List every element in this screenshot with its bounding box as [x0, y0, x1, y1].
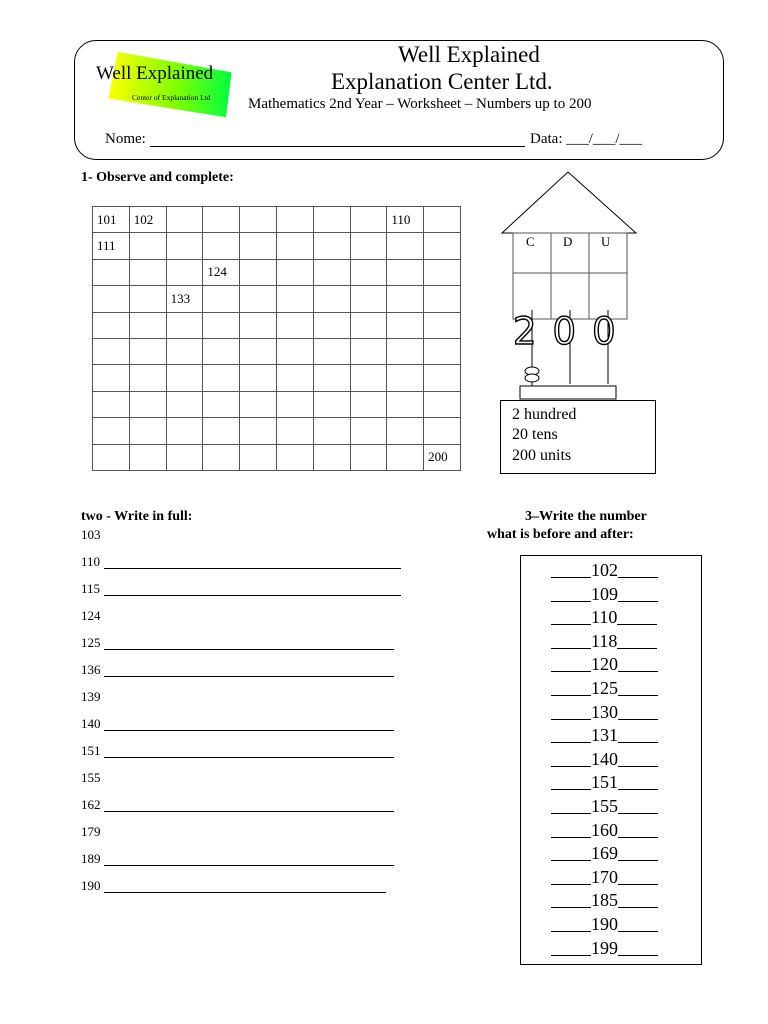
before-answer-blank[interactable]	[551, 601, 591, 602]
before-answer-blank[interactable]	[551, 671, 591, 672]
grid-cell-blank[interactable]	[387, 312, 424, 338]
grid-cell-blank[interactable]	[350, 233, 387, 259]
before-after-row	[551, 678, 658, 699]
grid-cell-blank[interactable]	[203, 391, 240, 417]
before-after-row	[551, 938, 658, 959]
grid-cell-blank[interactable]	[129, 338, 166, 364]
grid-cell-blank[interactable]	[240, 233, 277, 259]
before-after-number: 102	[591, 560, 618, 580]
grid-cell-blank[interactable]	[93, 259, 130, 285]
after-answer-blank[interactable]	[618, 601, 658, 602]
before-after-number: 190	[591, 914, 618, 934]
write-in-full-answer-line[interactable]	[104, 676, 394, 677]
before-answer-blank[interactable]	[551, 742, 591, 743]
write-in-full-number: 103	[81, 527, 101, 542]
before-after-number: 170	[591, 866, 618, 887]
grid-cell-blank[interactable]	[313, 207, 350, 233]
write-in-full-answer-line[interactable]	[104, 757, 394, 758]
grid-cell-blank[interactable]	[350, 391, 387, 417]
grid-cell-blank[interactable]	[93, 391, 130, 417]
grid-row	[93, 207, 461, 233]
before-answer-blank[interactable]	[551, 766, 591, 767]
grid-cell-blank[interactable]	[313, 338, 350, 364]
grid-cell-blank[interactable]	[424, 233, 461, 259]
before-answer-blank[interactable]	[551, 695, 591, 696]
write-in-full-answer-line[interactable]	[104, 865, 394, 866]
before-answer-blank[interactable]	[551, 648, 591, 649]
grid-row	[93, 338, 461, 364]
before-answer-blank[interactable]	[551, 907, 591, 908]
before-after-box	[520, 555, 702, 965]
before-after-number: 110	[591, 607, 618, 628]
grid-cell-blank[interactable]	[424, 259, 461, 285]
grid-cell-blank[interactable]	[350, 286, 387, 312]
write-in-full-answer-line[interactable]	[104, 649, 394, 650]
write-in-full-answer-line[interactable]	[104, 811, 394, 812]
write-in-full-answer-line[interactable]	[104, 892, 386, 893]
before-after-number: 160	[591, 819, 618, 840]
after-answer-blank[interactable]	[618, 577, 658, 578]
grid-cell-blank[interactable]	[276, 259, 313, 285]
grid-cell-number: 101	[93, 207, 130, 233]
write-in-full-number: 162	[81, 797, 101, 812]
number-grid	[92, 206, 461, 471]
before-after-row	[551, 820, 658, 841]
grid-cell-blank[interactable]	[203, 418, 240, 444]
grid-cell-blank[interactable]	[166, 312, 203, 338]
grid-cell-blank[interactable]	[276, 233, 313, 259]
info-tens: 20 tens	[512, 426, 558, 443]
grid-cell-blank[interactable]	[350, 444, 387, 470]
company-name: Well Explained	[398, 42, 540, 67]
write-in-full-answer-line[interactable]	[104, 730, 394, 731]
grid-cell-number: 102	[129, 207, 166, 233]
grid-cell-blank[interactable]	[350, 312, 387, 338]
after-answer-blank[interactable]	[618, 860, 658, 861]
house-label-c: C	[526, 234, 535, 249]
before-after-row	[551, 654, 658, 675]
date-field[interactable]: Data: ___/___/___	[530, 131, 643, 147]
write-in-full-number: 155	[81, 770, 101, 785]
logo-text: Well Explained	[96, 63, 214, 84]
write-in-full-answer-line[interactable]	[104, 595, 401, 596]
grid-cell-blank[interactable]	[313, 418, 350, 444]
before-after-row	[551, 584, 658, 605]
grid-cell-blank[interactable]	[276, 391, 313, 417]
grid-cell-blank[interactable]	[424, 207, 461, 233]
write-in-full-number: 115	[81, 581, 101, 596]
grid-cell-blank[interactable]	[166, 207, 203, 233]
write-in-full-number: 140	[81, 716, 101, 731]
before-after-row	[551, 607, 657, 628]
grid-cell-blank[interactable]	[129, 391, 166, 417]
before-after-number: 155	[591, 796, 618, 816]
grid-cell-blank[interactable]	[350, 207, 387, 233]
before-after-row	[551, 796, 658, 817]
grid-row	[93, 259, 461, 285]
section3-title: 3–Write the number	[525, 509, 647, 524]
grid-cell-blank[interactable]	[313, 444, 350, 470]
grid-cell-blank[interactable]	[387, 259, 424, 285]
after-answer-blank[interactable]	[618, 837, 658, 838]
grid-cell-blank[interactable]	[387, 444, 424, 470]
grid-cell-number: 200	[424, 444, 461, 470]
grid-cell-blank[interactable]	[166, 233, 203, 259]
grid-cell-blank[interactable]	[129, 233, 166, 259]
grid-cell-blank[interactable]	[313, 233, 350, 259]
grid-cell-blank[interactable]	[93, 312, 130, 338]
grid-cell-blank[interactable]	[93, 418, 130, 444]
grid-cell-blank[interactable]	[387, 286, 424, 312]
grid-cell-number: 111	[93, 233, 130, 259]
grid-row	[93, 312, 461, 338]
before-answer-blank[interactable]	[551, 813, 591, 814]
grid-cell-blank[interactable]	[387, 365, 424, 391]
grid-cell-blank[interactable]	[387, 338, 424, 364]
after-answer-blank[interactable]	[618, 884, 658, 885]
grid-cell-blank[interactable]	[276, 312, 313, 338]
before-answer-blank[interactable]	[551, 884, 591, 885]
grid-cell-blank[interactable]	[129, 418, 166, 444]
after-answer-blank[interactable]	[618, 742, 658, 743]
grid-cell-blank[interactable]	[129, 312, 166, 338]
before-answer-blank[interactable]	[551, 837, 591, 838]
write-in-full-number: 125	[81, 635, 101, 650]
before-after-number: 118	[591, 630, 618, 651]
before-after-row	[551, 867, 658, 888]
before-answer-blank[interactable]	[551, 860, 591, 861]
grid-cell-blank[interactable]	[313, 259, 350, 285]
grid-cell-blank[interactable]	[276, 418, 313, 444]
before-after-row	[551, 772, 658, 793]
grid-cell-blank[interactable]	[424, 365, 461, 391]
grid-cell-blank[interactable]	[276, 286, 313, 312]
before-after-number: 120	[591, 654, 618, 675]
grid-row	[93, 286, 461, 312]
grid-cell-blank[interactable]	[350, 338, 387, 364]
grid-cell-blank[interactable]	[313, 365, 350, 391]
before-answer-blank[interactable]	[551, 931, 591, 932]
before-answer-blank[interactable]	[551, 955, 591, 956]
section2-title: two - Write in full:	[81, 509, 193, 524]
after-answer-blank[interactable]	[618, 955, 658, 956]
write-in-full-number: 189	[81, 851, 101, 866]
grid-cell-blank[interactable]	[240, 365, 277, 391]
grid-cell-blank[interactable]	[93, 365, 130, 391]
after-answer-blank[interactable]	[617, 648, 657, 649]
grid-cell-blank[interactable]	[424, 391, 461, 417]
house-number: 200	[513, 310, 632, 353]
before-answer-blank[interactable]	[551, 577, 591, 578]
grid-cell-blank[interactable]	[424, 286, 461, 312]
before-after-number: 185	[591, 890, 618, 911]
grid-cell-blank[interactable]	[313, 286, 350, 312]
write-in-full-number: 136	[81, 662, 101, 677]
before-after-number: 125	[591, 678, 618, 698]
grid-cell-blank[interactable]	[166, 444, 203, 470]
grid-cell-blank[interactable]	[424, 338, 461, 364]
house-label-d: D	[563, 234, 573, 249]
grid-row	[93, 418, 461, 444]
after-answer-blank[interactable]	[618, 907, 658, 908]
before-after-row	[551, 560, 658, 581]
grid-row	[93, 233, 461, 259]
grid-cell-blank[interactable]	[203, 444, 240, 470]
grid-cell-blank[interactable]	[240, 207, 277, 233]
grid-cell-blank[interactable]	[93, 444, 130, 470]
after-answer-blank[interactable]	[618, 695, 658, 696]
grid-row	[93, 365, 461, 391]
before-after-row	[551, 749, 658, 770]
company-name-secondary: Explanation Center Ltd.	[331, 69, 553, 94]
name-field[interactable]	[150, 146, 525, 147]
after-answer-blank[interactable]	[618, 789, 658, 790]
grid-cell-blank[interactable]	[129, 365, 166, 391]
grid-cell-blank[interactable]	[240, 259, 277, 285]
grid-row	[93, 391, 461, 417]
grid-cell-blank[interactable]	[240, 312, 277, 338]
grid-cell-blank[interactable]	[424, 312, 461, 338]
after-answer-blank[interactable]	[618, 813, 658, 814]
grid-cell-blank[interactable]	[276, 365, 313, 391]
after-answer-blank[interactable]	[618, 931, 658, 932]
logo-graphic	[100, 50, 240, 120]
before-answer-blank[interactable]	[551, 789, 591, 790]
grid-cell-blank[interactable]	[166, 418, 203, 444]
house-diagram	[500, 170, 640, 400]
grid-cell-blank[interactable]	[387, 418, 424, 444]
grid-cell-blank[interactable]	[240, 338, 277, 364]
write-in-full-number: 124	[81, 608, 101, 623]
grid-cell-blank[interactable]	[129, 286, 166, 312]
grid-cell-blank[interactable]	[129, 259, 166, 285]
grid-cell-blank[interactable]	[240, 444, 277, 470]
before-after-number: 131	[591, 725, 618, 746]
grid-cell-blank[interactable]	[203, 207, 240, 233]
place-value-box	[500, 400, 656, 474]
logo-subtext: Center of Explanation Ltd	[132, 93, 211, 102]
before-after-number: 109	[591, 583, 618, 604]
info-hundreds: 2 hundred	[512, 406, 577, 423]
before-answer-blank[interactable]	[551, 624, 591, 625]
house-label-u: U	[601, 234, 611, 249]
grid-cell-blank[interactable]	[166, 365, 203, 391]
grid-cell-number: 133	[166, 286, 203, 312]
before-after-number: 130	[591, 701, 618, 722]
grid-cell-blank[interactable]	[203, 338, 240, 364]
grid-cell-blank[interactable]	[313, 312, 350, 338]
grid-cell-number: 124	[203, 259, 240, 285]
after-answer-blank[interactable]	[618, 671, 658, 672]
write-in-full-number: 190	[81, 878, 101, 893]
grid-cell-blank[interactable]	[203, 365, 240, 391]
grid-cell-blank[interactable]	[387, 233, 424, 259]
grid-cell-blank[interactable]	[129, 444, 166, 470]
before-after-number: 151	[591, 772, 618, 793]
section1-title: 1- Observe and complete:	[81, 170, 234, 185]
write-in-full-number: 151	[81, 743, 101, 758]
before-after-row	[551, 631, 657, 652]
write-in-full-number: 110	[81, 554, 101, 569]
grid-cell-blank[interactable]	[166, 338, 203, 364]
grid-cell-blank[interactable]	[276, 207, 313, 233]
after-answer-blank[interactable]	[617, 624, 657, 625]
grid-cell-blank[interactable]	[276, 338, 313, 364]
before-after-row	[551, 890, 658, 911]
write-in-full-number: 179	[81, 824, 101, 839]
before-after-row	[551, 725, 658, 746]
after-answer-blank[interactable]	[618, 766, 658, 767]
grid-cell-number: 110	[387, 207, 424, 233]
grid-row	[93, 444, 461, 470]
before-after-number: 140	[591, 748, 618, 769]
before-after-row	[551, 914, 658, 935]
grid-cell-blank[interactable]	[93, 286, 130, 312]
before-after-number: 169	[591, 843, 618, 864]
grid-cell-blank[interactable]	[166, 259, 203, 285]
grid-cell-blank[interactable]	[387, 391, 424, 417]
section3-subtitle: what is before and after:	[487, 527, 634, 542]
grid-cell-blank[interactable]	[276, 444, 313, 470]
write-in-full-answer-line[interactable]	[104, 568, 401, 569]
info-units: 200 units	[512, 447, 572, 464]
before-after-row	[551, 843, 658, 864]
before-after-number: 199	[591, 937, 618, 958]
grid-cell-blank[interactable]	[350, 418, 387, 444]
name-label: Nome:	[105, 131, 146, 147]
grid-cell-blank[interactable]	[313, 391, 350, 417]
before-after-row	[551, 702, 658, 723]
before-answer-blank[interactable]	[551, 719, 591, 720]
after-answer-blank[interactable]	[618, 719, 658, 720]
grid-cell-blank[interactable]	[240, 286, 277, 312]
grid-cell-blank[interactable]	[203, 233, 240, 259]
worksheet-subtitle: Mathematics 2nd Year – Worksheet – Numbers up to 200	[248, 96, 592, 112]
grid-cell-blank[interactable]	[424, 418, 461, 444]
grid-cell-blank[interactable]	[93, 338, 130, 364]
grid-cell-blank[interactable]	[350, 365, 387, 391]
grid-cell-blank[interactable]	[203, 312, 240, 338]
grid-cell-blank[interactable]	[350, 259, 387, 285]
grid-cell-blank[interactable]	[240, 418, 277, 444]
grid-cell-blank[interactable]	[203, 286, 240, 312]
write-in-full-number: 139	[81, 689, 101, 704]
grid-cell-blank[interactable]	[166, 391, 203, 417]
grid-cell-blank[interactable]	[240, 391, 277, 417]
